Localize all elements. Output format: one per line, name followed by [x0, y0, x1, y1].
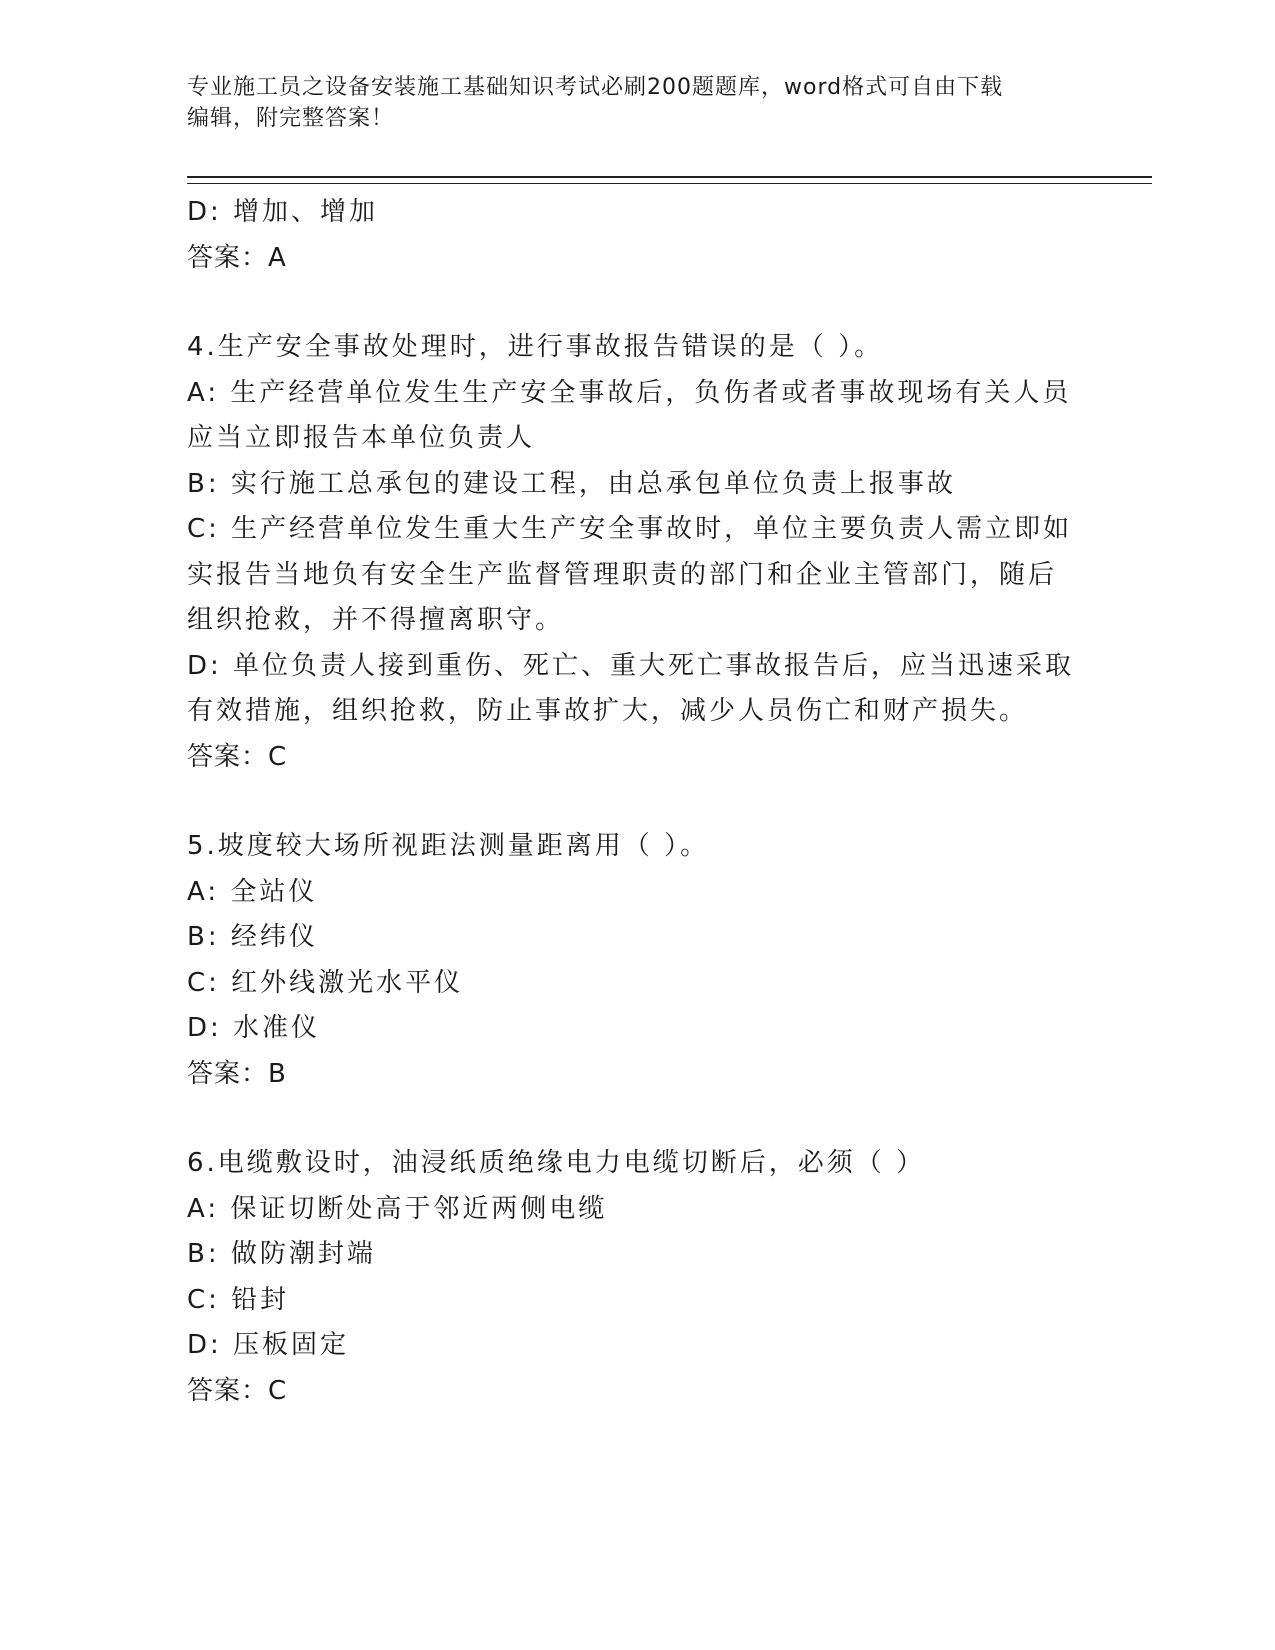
option-a: A: 全站仪 — [187, 876, 318, 907]
option-a: A: 保证切断处高于邻近两侧电缆 — [187, 1193, 608, 1224]
option-c: C: 红外线激光水平仪 — [187, 967, 464, 998]
question-stem: 5.坡度较大场所视距法测量距离用（ ）。 — [187, 831, 710, 861]
header-divider-thick — [187, 176, 1152, 178]
question-block-3-tail — [187, 190, 1087, 281]
header-title-line-1: 专业施工员之设备安装施工基础知识考试必刷200题题库，word格式可自由下载 — [187, 75, 1004, 100]
document-body — [187, 190, 1087, 1458]
option-b: B: 实行施工总承包的建设工程，由总承包单位负责上报事故 — [187, 468, 956, 499]
question-block-5 — [187, 824, 1087, 1097]
option-c-continued: 实报告当地负有安全生产监督管理职责的部门和企业主管部门，随后 — [187, 559, 1058, 590]
option-c-continued: 组织抢救，并不得擅离职守。 — [187, 605, 565, 635]
option-b: B: 经纬仪 — [187, 922, 318, 952]
question-block-6 — [187, 1141, 1087, 1414]
answer-line: 答案：C — [187, 1375, 288, 1406]
header-title-line-2: 编辑，附完整答案！ — [187, 106, 395, 131]
option-d: D: 压板固定 — [187, 1330, 350, 1360]
option-c: C: 铅封 — [187, 1284, 290, 1315]
option-b: B: 做防潮封端 — [187, 1239, 376, 1269]
option-d: D: 水准仪 — [187, 1013, 321, 1043]
question-block-4 — [187, 325, 1087, 780]
option-a-continued: 应当立即报告本单位负责人 — [187, 423, 536, 453]
header-divider-thin — [187, 183, 1152, 184]
question-stem: 4.生产安全事故处理时，进行事故报告错误的是（ ）。 — [187, 332, 884, 362]
option-a: A: 生产经营单位发生生产安全事故后，负伤者或者事故现场有关人员 — [187, 377, 1072, 408]
option-d: D: 单位负责人接到重伤、死亡、重大死亡事故报告后，应当迅速采取 — [187, 650, 1075, 681]
option-c: C: 生产经营单位发生重大生产安全事故时，单位主要负责人需立即如 — [187, 514, 1073, 544]
option-d-continued: 有效措施，组织抢救，防止事故扩大，减少人员伤亡和财产损失。 — [187, 696, 1029, 726]
option-d: D: 增加、增加 — [187, 197, 379, 227]
answer-line: 答案：B — [187, 1058, 287, 1089]
answer-line: 答案：A — [187, 242, 287, 273]
question-stem: 6.电缆敷设时，油浸纸质绝缘电力电缆切断后，必须（ ） — [187, 1148, 926, 1178]
answer-line: 答案：C — [187, 741, 288, 772]
document-header — [187, 72, 1067, 134]
